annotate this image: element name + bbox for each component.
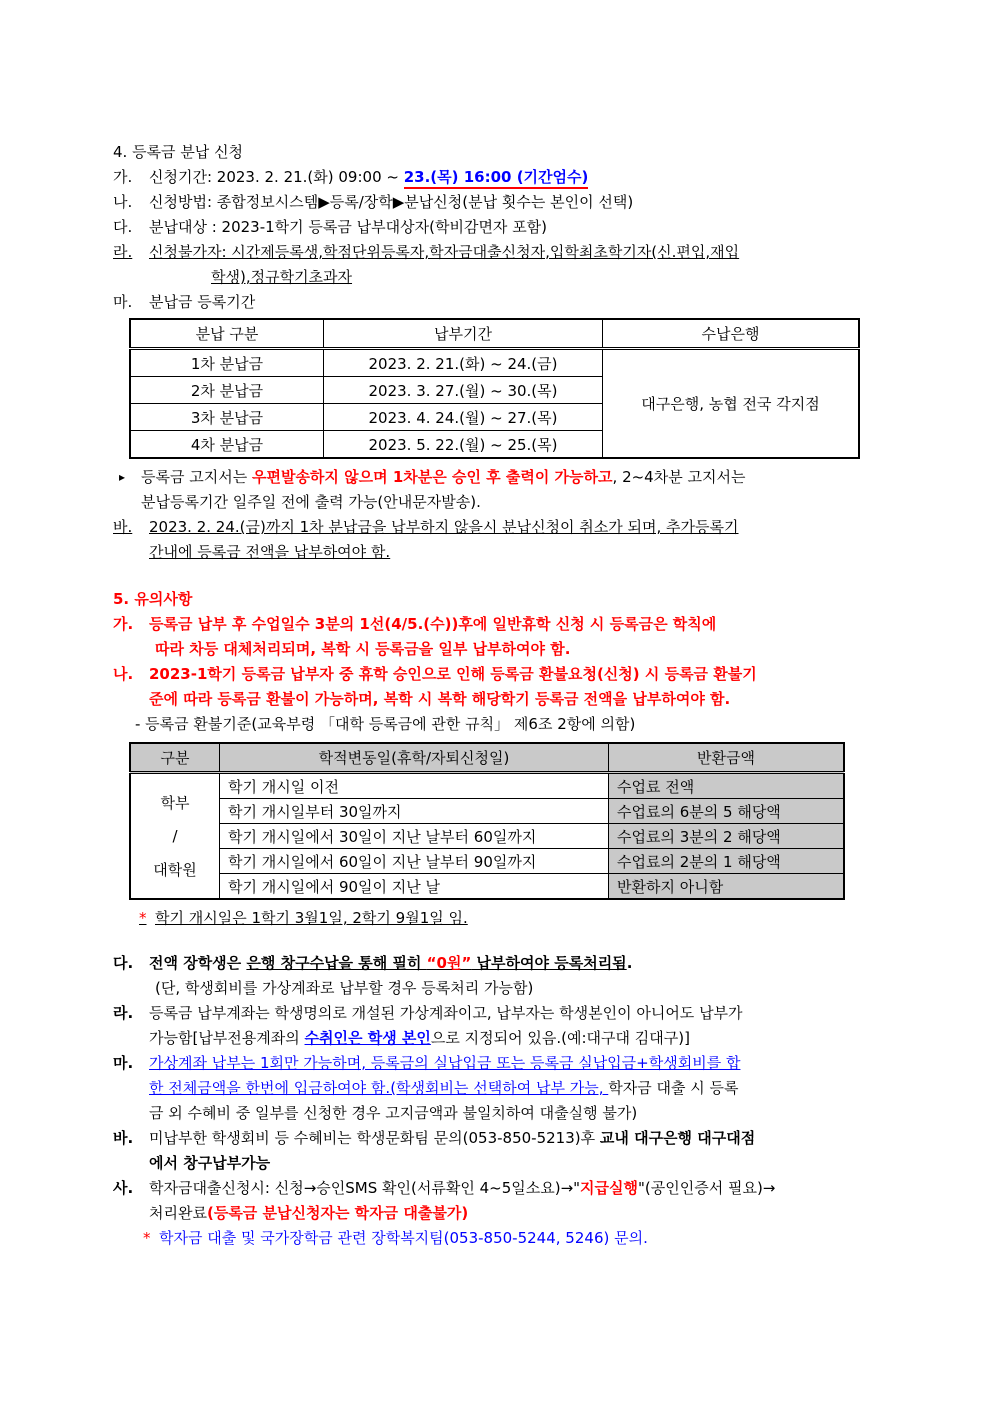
- deposit-rule-line3: 금 외 수혜비 중 일부를 신청한 경우 고지금액과 불일치하여 대출실행 불가): [149, 1104, 638, 1122]
- table-row: [130, 824, 844, 849]
- s5-item-unpaid-fee: [113, 1126, 893, 1176]
- payment-period: 2023. 4. 24.(월) ~ 27.(목): [324, 404, 603, 431]
- installment-name: 2차 분납금: [130, 377, 324, 404]
- virtual-account-text: 가능함[납부전용계좌의: [149, 1029, 305, 1047]
- deposit-rule-text: 학자금 대출 시 등록: [608, 1079, 739, 1097]
- student-group-cell: [130, 773, 220, 900]
- column-header: 수납은행: [603, 319, 860, 349]
- refund-amount-cell: 수업료의 2분의 1 해당액: [609, 849, 845, 874]
- receiving-bank: 대구은행, 농협 전국 각지점: [603, 349, 860, 459]
- deposit-rule-line1: 가상계좌 납부는 1회만 가능하며, 등록금의 실납입금 또는 등록금 실납입금+학생회비를 합: [149, 1054, 741, 1072]
- item-label: 가.: [113, 168, 133, 186]
- item-label: 다.: [113, 218, 133, 236]
- cancellation-line2: 간내에 등록금 전액을 납부하여야 함.: [149, 543, 391, 561]
- bank-branch-highlight: 교내 대구은행 대구대점: [599, 1129, 756, 1147]
- loan-process-line1: [149, 1176, 893, 1201]
- item-label: 마.: [113, 1054, 134, 1072]
- refund-amount-cell: 반환하지 아니함: [609, 874, 845, 900]
- s4-item-application-method: [113, 190, 893, 215]
- payment-period: 2023. 2. 21.(화) ~ 24.(금): [324, 349, 603, 377]
- refund-amount-cell: 수업료 전액: [609, 773, 845, 799]
- installment-target-text: 분납대상 : 2023-1학기 등록금 납부대상자(학비감면자 포함): [149, 218, 548, 236]
- scholarship-text: 전액 장학생은: [149, 954, 247, 972]
- ineligible-line2: 학생),정규학기초과자: [211, 268, 353, 286]
- table-row: [130, 773, 844, 799]
- s5-item-scholarship: [113, 951, 893, 1001]
- change-date-cell: 학기 개시일에서 90일이 지난 날: [220, 874, 609, 900]
- ineligible-line1: 신청불가자: 시간제등록생,학점단위등록자,학자금대출신청자,입학최초학기자(신.편입,재입: [149, 243, 740, 261]
- semester-start-note: [113, 906, 893, 931]
- note-text: 등록금 고지서는: [141, 468, 252, 486]
- loan-contact-note: [113, 1226, 893, 1251]
- virtual-account-text: 으로 지정되어 있음.(예:대구대 김대구)]: [430, 1029, 690, 1047]
- installment-name: 3차 분납금: [130, 404, 324, 431]
- s4-item-ineligible: [113, 240, 893, 290]
- change-date-cell: 학기 개시일에서 60일이 지난 날부터 90일까지: [220, 849, 609, 874]
- unpaid-fee-text: 미납부한 학생회비 등 수혜비는 학생문화팀 문의(053-850-5213)후: [149, 1129, 600, 1147]
- scholarship-underline: [246, 954, 626, 972]
- note-line2: 분납등록기간 일주일 전에 출력 가능(안내문자발송).: [141, 493, 481, 511]
- scholarship-text: .: [626, 954, 633, 972]
- item-label: 바.: [113, 518, 133, 536]
- loan-restriction-highlight: (등록금 분납신청자는 학자금 대출불가): [206, 1204, 469, 1222]
- item-body: [149, 1001, 893, 1051]
- refund-amount-cell: 수업료의 6분의 5 해당액: [609, 799, 845, 824]
- loan-process-text: 학자금대출신청시: 신청→승인SMS 확인(서류확인 4~5일소요)→": [149, 1179, 581, 1197]
- note-text: , 2~4차분 고지서는: [612, 468, 746, 486]
- installment-schedule-table: [129, 318, 860, 459]
- group-divider: /: [172, 827, 178, 845]
- change-date-cell: 학기 개시일 이전: [220, 773, 609, 799]
- semester-start-text: 학기 개시일은 1학기 3월1일, 2학기 9월1일 임.: [155, 909, 468, 927]
- scholarship-line1: [149, 951, 893, 976]
- loan-process-text: 처리완료: [149, 1204, 207, 1222]
- student-group-lines: [131, 792, 219, 880]
- s5-item-refund-rule: [113, 662, 893, 712]
- s5-item-deposit-rule: [113, 1051, 893, 1126]
- refund-standard-caption: - 등록금 환불기준(교육부령 「대학 등록금에 관한 규칙」 제6조 2항에 의함): [135, 715, 636, 733]
- refund-amount-cell: 수업료의 3분의 2 해당액: [609, 824, 845, 849]
- application-method-text: 신청방법: 종합정보시스템▶등록/장학▶분납신청(분납 횟수는 본인이 선택): [149, 193, 634, 211]
- table-row: [130, 874, 844, 900]
- loan-contact-text: 학자금 대출 및 국가장학금 관련 장학복지팀(053-850-5244, 5246) 문의.: [159, 1229, 648, 1247]
- virtual-account-line1: 등록금 납부계좌는 학생명의로 개설된 가상계좌이고, 납부자는 학생본인이 아니어도 납부가: [149, 1004, 743, 1022]
- change-date-cell: 학기 개시일부터 30일까지: [220, 799, 609, 824]
- column-header: 구분: [130, 743, 220, 773]
- s4-item-registration-period: [113, 290, 893, 315]
- scholarship-text: 은행 창구수납을 통해 필히: [246, 954, 427, 972]
- column-header: 분납 구분: [130, 319, 324, 349]
- item-body: [149, 951, 893, 1001]
- item-label: 나.: [113, 665, 134, 683]
- zero-won-highlight: “0원”: [426, 954, 472, 972]
- item-label: 사.: [113, 1179, 134, 1197]
- application-period-text: 신청기간: 2023. 2. 21.(화) 09:00 ~: [149, 168, 404, 186]
- leave-rule-line1: 등록금 납부 후 수업일수 3분의 1선(4/5.(수))후에 일반휴학 신청 시 등록금은 학칙에: [149, 615, 717, 633]
- leave-rule-line2: 따라 차등 대체처리되며, 복학 시 등록금을 일부 납부하여야 함.: [155, 640, 571, 658]
- group-graduate: 대학원: [153, 861, 197, 879]
- table-row: [130, 799, 844, 824]
- asterisk-icon: *: [139, 909, 147, 927]
- item-body: [149, 515, 893, 565]
- virtual-account-line2: [149, 1026, 893, 1051]
- column-header: 학적변동일(휴학/자퇴신청일): [220, 743, 609, 773]
- registration-period-text: 분납금 등록기간: [149, 293, 256, 311]
- table-header-row: [130, 319, 859, 349]
- s4-item-cancellation: [113, 515, 893, 565]
- asterisk-icon: *: [143, 1229, 151, 1247]
- item-body: [149, 1126, 893, 1176]
- installment-name: 4차 분납금: [130, 431, 324, 459]
- section5-title: 5. 유의사항: [113, 590, 193, 608]
- cancellation-line1: 2023. 2. 24.(금)까지 1차 분납금을 납부하지 않을시 분납신청이 취소가 되며, 추가등록기: [149, 518, 739, 536]
- item-body: [149, 1176, 893, 1226]
- scholarship-text: 납부하여야 등록처리됨: [471, 954, 627, 972]
- refund-rule-line1: 2023-1학기 등록금 납부자 중 휴학 승인으로 인해 등록금 환불요청(신청) 시 등록금 환불기: [149, 665, 757, 683]
- item-label: 라.: [113, 1004, 134, 1022]
- table-row: [130, 349, 859, 377]
- s5-item-virtual-account: [113, 1001, 893, 1051]
- triangle-bullet-icon: ▸: [119, 470, 126, 484]
- item-body: [149, 165, 893, 190]
- refund-standard-table: [129, 742, 845, 900]
- item-label: 바.: [113, 1129, 134, 1147]
- item-body: [149, 1051, 893, 1126]
- scholarship-sub-note: (단, 학생회비를 가상계좌로 납부할 경우 등록처리 가능함): [155, 979, 534, 997]
- s5-item-leave-rule: [113, 612, 893, 662]
- item-label: 다.: [113, 954, 134, 972]
- note-red-text: 우편발송하지 않으며 1차분은 승인 후 출력이 가능하고: [251, 468, 613, 486]
- item-body: [141, 465, 745, 515]
- bill-print-note: [113, 465, 893, 515]
- loan-process-line2: [149, 1201, 893, 1226]
- item-label: 마.: [113, 293, 133, 311]
- table-header-row: [130, 743, 844, 773]
- group-undergraduate: 학부: [160, 794, 190, 812]
- payee-highlight: 수취인은 학생 본인: [304, 1029, 431, 1047]
- item-body: [149, 240, 893, 290]
- deposit-rule-blue-text: 한 전체금액을 한번에 입금하여야 함.(학생회비는 선택하여 납부 가능,: [149, 1079, 609, 1097]
- item-body: [149, 612, 893, 662]
- s4-item-application-period: [113, 165, 893, 190]
- note-line1: [141, 465, 745, 490]
- column-header: 반환금액: [609, 743, 845, 773]
- item-body: [149, 662, 893, 712]
- document-content: [113, 140, 893, 1251]
- item-label: 라.: [113, 243, 133, 261]
- table-row: [130, 849, 844, 874]
- loan-execute-highlight: 지급실행: [580, 1179, 638, 1197]
- unpaid-fee-line1: [149, 1126, 893, 1151]
- column-header: 납부기간: [324, 319, 603, 349]
- installment-name: 1차 분납금: [130, 349, 324, 377]
- refund-rule-line2: 준에 따라 등록금 환불이 가능하며, 복학 시 복학 해당학기 등록금 전액을 납부하여야 함.: [149, 690, 731, 708]
- item-label: 가.: [113, 615, 134, 633]
- s4-item-target: [113, 215, 893, 240]
- deadline-highlight: 23.(목) 16:00 (기간엄수): [404, 168, 589, 189]
- unpaid-fee-line2: 에서 창구납부가능: [149, 1154, 271, 1172]
- payment-period: 2023. 3. 27.(월) ~ 30.(목): [324, 377, 603, 404]
- payment-period: 2023. 5. 22.(월) ~ 25.(목): [324, 431, 603, 459]
- change-date-cell: 학기 개시일에서 30일이 지난 날부터 60일까지: [220, 824, 609, 849]
- s5-item-student-loan: [113, 1176, 893, 1226]
- section4-title: 4. 등록금 분납 신청: [113, 143, 244, 161]
- loan-process-text: "(공인인증서 필요)→: [638, 1179, 776, 1197]
- item-label: 나.: [113, 193, 133, 211]
- deposit-rule-line2: [149, 1076, 893, 1101]
